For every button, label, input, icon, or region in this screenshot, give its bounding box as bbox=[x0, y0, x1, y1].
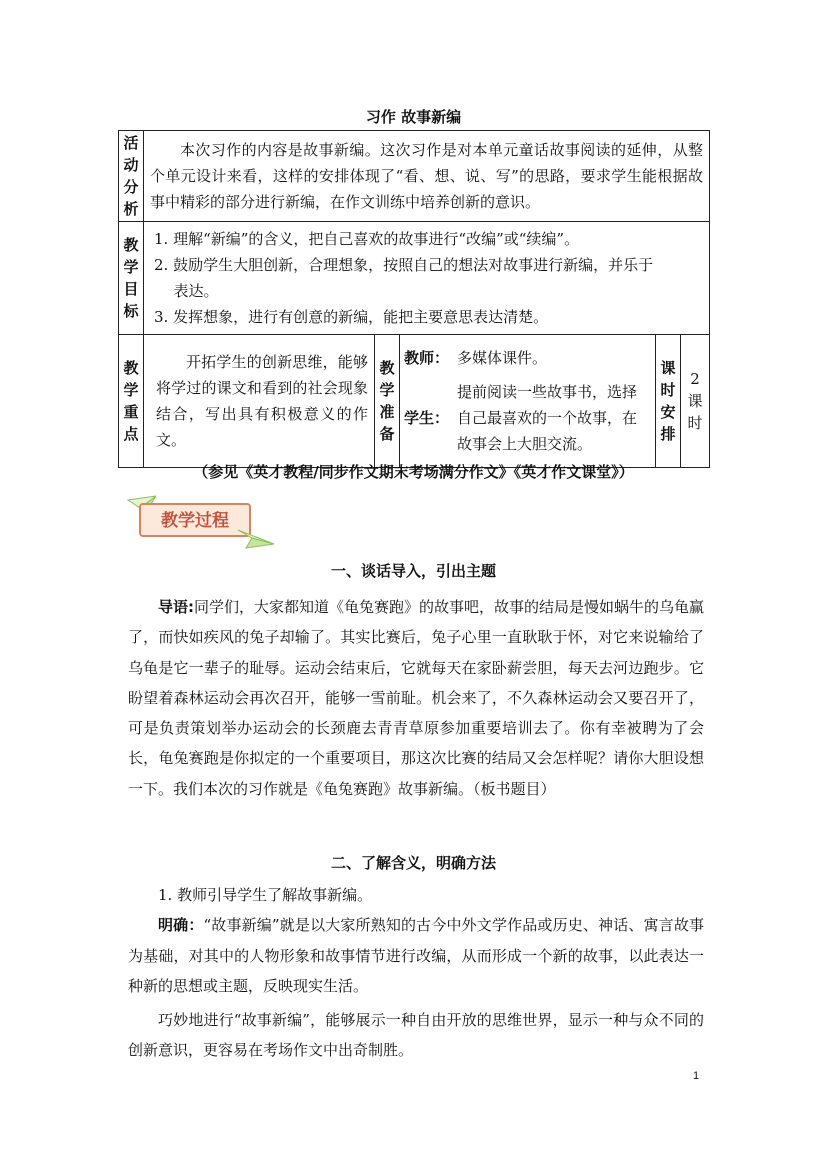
definition-text: “故事新编”就是以大家所熟知的古今中外文学作品或历史、神话、寓言故事为基础，对其中的人物形象和故事情节进行改编，从而形成一个新的故事，以此表达一种新的思想或主题，反映现实生活。 bbox=[128, 916, 704, 995]
section-1-body bbox=[128, 592, 704, 804]
section-2-paragraph-2: 巧妙地进行“故事新编”，能够展示一种自由开放的思维世界，显示一种与众不同的创新意识，更容易在考场作文中出奇制胜。 bbox=[128, 1011, 704, 1060]
activity-row bbox=[119, 131, 710, 222]
intro-text: 同学们，大家都知道《龟兔赛跑》的故事吧，故事的结局是慢如蜗牛的乌龟赢了，而快如疾风的兔子却输了。其实比赛后，兔子心里一直耿耿于怀，对它来说输给了乌龟是它一辈子的耻辱。运动会结束后，它就每天在家卧薪尝胆，每天去河边跑步。它盼望着森林运动会再次召开，能够一雪前耻。机会来了，不久森林运动会又要召开了，可是负责策划举办运动会的长颈鹿去青青草原参加重要培训去了。你有幸被聘为了会长，龟兔赛跑是你拟定的一个重要项目，那这次比赛的结局又会怎样呢？请你大胆设想一下。我们本次的习作就是《龟兔赛跑》故事新编。（板书题目） bbox=[128, 598, 705, 798]
goal-2-continued: 表达。 bbox=[173, 282, 219, 300]
intro-lead: 导语: bbox=[158, 598, 194, 616]
teacher-label: 教师： bbox=[404, 349, 450, 367]
student-text: 提前阅读一些故事书，选择自己最喜欢的一个故事，在故事会上大胆交流。 bbox=[457, 383, 638, 453]
page-number: 1 bbox=[693, 1070, 700, 1082]
teacher-text: 多媒体课件。 bbox=[457, 349, 548, 367]
section-2-item-1: 1. 教师引导学生了解故事新编。 bbox=[158, 886, 373, 904]
section-2-definition bbox=[128, 910, 704, 1001]
section-2-heading: 二、了解含义，明确方法 bbox=[330, 854, 496, 872]
focus-row bbox=[119, 335, 710, 468]
class-hours-label: 课 时 安 排 bbox=[656, 335, 681, 468]
goal-2: 2. 鼓励学生大胆创新，合理想象，按照自己的想法对故事进行新编，并乐于 bbox=[154, 256, 654, 274]
goal-3: 3. 发挥想象，进行有创意的新编，能把主要意思表达清楚。 bbox=[154, 308, 549, 326]
teaching-process-banner bbox=[126, 490, 276, 552]
section-2-body bbox=[128, 880, 704, 1066]
document-title: 习作 故事新编 bbox=[365, 108, 462, 126]
banner-text: 教学过程 bbox=[161, 511, 229, 531]
reference-note: （参见《英才教程/同步作文期末考场满分作文》《英才作文课堂》） bbox=[193, 463, 634, 481]
teaching-goals-text bbox=[144, 222, 710, 335]
activity-analysis-text: 本次习作的内容是故事新编。这次习作是对本单元童话故事阅读的延伸，从整个单元设计来看，这样的安排体现了“看、想、说、写”的思路，要求学生能根据故事中精彩的部分进行新编，在作文训练中培养创新的意识。 bbox=[144, 131, 710, 222]
goal-1: 1. 理解“新编”的含义，把自己喜欢的故事进行“改编”或“续编”。 bbox=[154, 230, 580, 248]
lesson-plan-table bbox=[118, 130, 710, 468]
section-1-heading: 一、谈话导入，引出主题 bbox=[330, 562, 496, 580]
goals-row bbox=[119, 222, 710, 335]
teaching-focus-text: 开拓学生的创新思维，能够将学过的课文和看到的社会现象结合，写出具有积极意义的作文。 bbox=[144, 335, 375, 468]
student-label: 学生： bbox=[404, 409, 450, 427]
teaching-focus-label: 教 学 重 点 bbox=[119, 335, 144, 468]
activity-analysis-label: 活 动 分 析 bbox=[119, 131, 144, 222]
teaching-prep-content bbox=[400, 335, 656, 468]
teaching-goals-label: 教 学 目 标 bbox=[119, 222, 144, 335]
section-1-paragraph bbox=[128, 592, 704, 804]
definition-lead: 明确： bbox=[158, 916, 204, 935]
teaching-prep-label: 教 学 准 备 bbox=[375, 335, 400, 468]
class-hours-value: 2 课 时 bbox=[681, 335, 710, 468]
prep-inner-table bbox=[400, 341, 655, 461]
